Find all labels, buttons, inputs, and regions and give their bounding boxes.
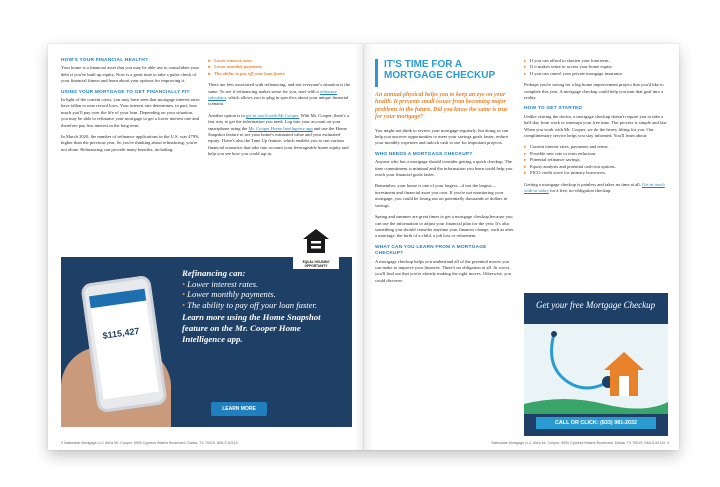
list-item: ▸ The ability to pay off your loan faster. — [208, 71, 353, 77]
promo-list — [182, 279, 342, 311]
list-item: ▸ If it makes sense to access your home equity. — [524, 64, 669, 70]
cta-title: Get your free Mortgage Checkup — [536, 300, 656, 310]
list-item: ▸ Lower interest rates. — [208, 58, 353, 64]
list-item: • Lower monthly payments. — [182, 289, 276, 300]
paragraph: Perhaps you're saving for a big home improvement project that you'd like to complete this year. A mortgage checkup could help you turn that goal into a reality. — [524, 82, 664, 101]
benefits-list — [208, 58, 353, 77]
list-item: ▸ Equity analysis and potential cash-out options. — [524, 164, 669, 170]
house-icon — [301, 227, 331, 255]
promo-text — [182, 268, 342, 344]
left-column-2 — [208, 58, 353, 163]
section-heading: WHO NEEDS A MORTGAGE CHECKUP? — [375, 151, 473, 157]
app-link[interactable]: Mr. Cooper Home Intelligence app — [248, 125, 313, 131]
lead-paragraph: An annual physical helps you to keep an eye on your health. It prevents small issues from becoming major problems in the future. Did you know the same is true for your mortgage? — [375, 92, 508, 121]
article-title-block — [375, 59, 500, 87]
page-footer: Nationstar Mortgage LLC d/b/a Mr. Cooper, 8950 Cypress Waters Boulevard, Dallas, TX 75019, NMLS #2119. 3 — [491, 441, 669, 445]
contact-link[interactable]: get in touch with Mr Cooper. — [246, 112, 300, 118]
paragraph — [208, 82, 353, 108]
brochure-spread — [48, 44, 679, 450]
list-item: • The ability to pay off your loan faster. — [182, 299, 318, 310]
paragraph: Anyone who has a mortgage should consider getting a quick checkup. The time commitment is minimal and the information you learn could help you reach your financial goals faster. — [375, 159, 513, 178]
phone-value: $115,427 — [101, 325, 141, 341]
paragraph: Unlike visiting the doctor, a mortgage checkup doesn't require you to take a half-day from work or interrupt your free time. The process is simple and fast. When you work with Mr. Cooper, we do the heavy lifting for you. Our complimentary service helps you stay informed. You'll learn about: — [524, 113, 668, 139]
page-footer: 2 Nationstar Mortgage LLC d/b/a Mr. Cooper, 8950 Cypress Waters Boulevard, Dallas, TX 75019, NMLS #2119. — [61, 441, 239, 445]
left-column-1 — [61, 58, 201, 158]
promo-title: Refinancing can: — [182, 268, 246, 278]
promo-body: Learn more using the Home Snapshot feature on the Mr. Cooper Home Intelligence app. — [182, 312, 321, 344]
section-heading: USING YOUR MORTGAGE TO GET FINANCIALLY FIT — [61, 89, 190, 95]
paragraph — [208, 113, 353, 158]
text: With Mr. Cooper, there's a fast way to get the information you need. Log into your account on your smartphone using the — [208, 112, 349, 131]
text: There are fees associated with refinancing, and not everyone's situation is the same. To see if refinancing makes sense for you, start with a — [208, 82, 350, 94]
right-page — [364, 44, 679, 450]
paragraph: Spring and summer are great times to get a mortgage checkup because you can use the information to adjust your financial plan for the year. It's also something you should consider anytime your finances change, such as after a marriage, the birth of a child, a job loss or retirement. — [375, 214, 514, 239]
discover-list — [524, 58, 669, 77]
list-item: ▸ FICO credit score for primary borrowers. — [524, 170, 669, 176]
learn-more-button[interactable]: LEARN MORE — [211, 402, 267, 416]
list-item: ▸ Lower monthly payments. — [208, 64, 353, 70]
article-title: IT'S TIME FOR A MORTGAGE CHECKUP — [384, 59, 496, 81]
call-or-click-button[interactable]: CALL OR CLICK: (833) 981-2032 — [536, 417, 656, 429]
right-column-1 — [375, 92, 515, 289]
paragraph: Your home is a financial asset that you may be able use to consolidate your debt if you've built up equity. Now is a great time to take a pulse check of your financial fitness and learn about your options for improving it. — [61, 65, 200, 84]
text: , which allows you to plug in specifics about your unique financial scenario. — [208, 95, 349, 107]
paragraph — [524, 182, 669, 195]
list-item: ▸ Potential refinance savings. — [524, 157, 669, 163]
promo-banner — [61, 257, 352, 427]
equal-housing-logo — [293, 227, 339, 269]
paragraph: You might not think to review your mortgage regularly, but doing so can help you uncover opportunities to meet your savings goals faster, reduce your monthly expenses and unlock cash to use for important projects. — [375, 127, 509, 146]
learn-list — [524, 144, 669, 176]
left-page — [48, 44, 364, 450]
paragraph: A mortgage checkup helps you understand all of the potential moves you can make to improve your finances. There's no obligation at all. At worst, you'll find out that you're already making the right moves. Otherwise, you could discover: — [375, 258, 511, 283]
refinance-calculator-link[interactable]: refinance calculator — [208, 88, 337, 101]
list-item: ▸ If you can cancel your private mortgage insurance. — [524, 71, 669, 77]
house-stethoscope-icon — [524, 324, 668, 414]
right-column-2 — [524, 58, 669, 199]
checkup-cta-panel — [524, 293, 668, 436]
text: and use the Home Snapshot feature to see your home's estimated value and your estimated equity. There's also the Tune Up feature, which enables you to run various financial scenarios that take into account your leverageable home equity and help you see how you could tap in. — [208, 125, 349, 157]
list-item: ▸ Possible new rate or term reduction. — [524, 151, 669, 157]
eho-label: EQUAL HOUSING OPPORTUNITY — [302, 260, 330, 268]
paragraph: In light of the current crisis, you may have seen that mortgage interest rates have fallen to near record lows. Your interest rate determines, in part, how much you'll pay over the life of your loan. Depending on your situation, you may be able to refinance your mortgage to get a lower interest rate and therefore pay less interest in the long term. — [61, 97, 200, 128]
list-item: • Lower interest rates. — [182, 278, 259, 289]
list-item: ▸ If you can afford to shorten your loan term. — [524, 58, 669, 64]
text: for a free, no-obligation checkup. — [549, 187, 612, 193]
paragraph: Remember, your home is one of your largest—if not the largest—investment and financial asset you own. If you're not monitoring your mortgage, you could be losing out on potentially thousands of dollars in savings. — [375, 183, 508, 208]
text: Getting a mortgage checkup is painless and takes no time at all. — [524, 181, 641, 187]
cta-illustration-area — [524, 324, 668, 414]
text: Another option is to — [208, 112, 245, 118]
section-heading: HOW TO GET STARTED — [524, 106, 583, 112]
paragraph: In March 2020, the number of refinance applications in the U.S. was 479% higher than the previous year. So you're thinking about refinancing, you're not alone. Refinancing can provide many benefits, including: — [61, 134, 199, 152]
section-heading: WHAT CAN YOU LEARN FROM A MORTGAGE CHECKUP? — [375, 244, 487, 257]
contact-link[interactable]: Get in touch with us today — [524, 181, 665, 193]
section-heading: HOW'S YOUR FINANCIAL HEALTH? — [61, 58, 149, 63]
list-item: ▸ Current interest rates, payments and terms. — [524, 144, 669, 150]
